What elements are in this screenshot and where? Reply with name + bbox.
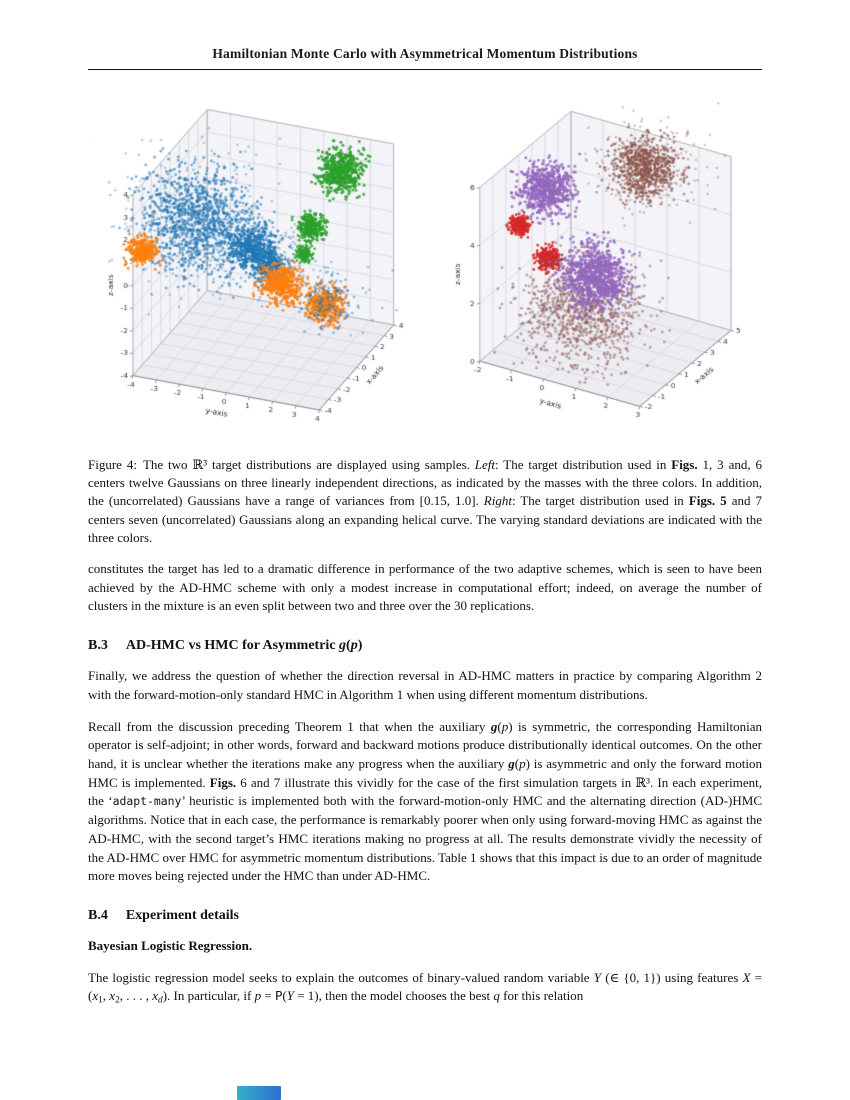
- figure-4: [88, 86, 762, 448]
- scatter3d-plot-left: [95, 86, 425, 448]
- section-number-b4: B.4: [88, 908, 108, 923]
- section-heading-b3: [88, 638, 762, 654]
- section-heading-b4: [88, 908, 762, 924]
- scatter3d-plot-right: [435, 86, 755, 448]
- paragraph-finally: Finally, we address the question of whether the direction reversal in AD-HMC matters in practice by comparing Algorithm 2 with the forward-motion-only standard HMC in Algorithm 1 when using different momentum distributions.: [88, 668, 762, 702]
- header-rule: [88, 69, 762, 70]
- paragraph-recall: Recall from the discussion preceding Theorem 1 that when the auxiliary g(p) is symmetric, the corresponding Hamiltonian operator is self-adjoint; in other words, forward and backward motions produce distributionally identical outcomes. On the other hand, it is unclear whether the iterations make any progress when the auxiliary g(p) is asymmetric and only the forward motion HMC is implemented. Figs. 6 and 7 illustrate this vividly for the case of the first simulation targets in ℝ³. In each experiment, the ‘adapt-many’ heuristic is implemented both with the forward-motion-only HMC and the alternating direction (AD-)HMC algorithms. Notice that in each case, the performance is remarkably poorer when only using forward-moving HMC as against the AD-HMC, with the second target’s HMC iterations making no progress at all. The results demonstrate vividly the necessity of the AD-HMC over HMC for asymmetric momentum distributions. Table 1 shows that this impact is due to an order of magnitude more moves being rejected under the HMC than under AD-HMC.: [88, 718, 763, 884]
- paper-title: Hamiltonian Monte Carlo with Asymmetrical Momentum Distributions: [212, 46, 638, 61]
- section-number-b3: B.3: [88, 638, 108, 654]
- section-title-b3: AD-HMC vs HMC for Asymmetric g(p): [125, 638, 363, 654]
- paragraph-constitutes: constitutes the target has led to a dramatic difference in performance of the two adaptive schemes, which is seen to have been achieved by the AD-HMC scheme with only a modest increase in computational effort; indeed, on average the number of clusters in the mixture is an even split between two and three over the 30 replications.: [88, 560, 762, 614]
- bayesian-logistic-regression-heading: Bayesian Logistic Regression.: [88, 938, 253, 953]
- section-title-b4: Experiment details: [125, 908, 239, 923]
- page-bottom-artifact: [237, 1086, 281, 1100]
- paragraph-logistic: The logistic regression model seeks to explain the outcomes of binary-valued random variable Y (∈ {0, 1}) using features X = (x1, x2, . . . , xd). In particular, if p = P(Y = 1), then the model chooses the best q for this relation: [88, 969, 762, 1006]
- running-head: [88, 46, 762, 70]
- figure-caption: Figure 4: The two ℝ³ target distributions are displayed using samples. Left: The target distribution used in Figs. 1, 3 and, 6 centers twelve Gaussians on three linearly independent directions, as indicated by the masses with the three colors. In addition, the (uncorrelated) Gaussians have a range of variances from [0.15, 1.0]. Right: The target distribution used in Figs. 5 and 7 centers seven (uncorrelated) Gaussians along an expanding helical curve. The varying standard deviations are indicated with the three colors.: [88, 457, 762, 545]
